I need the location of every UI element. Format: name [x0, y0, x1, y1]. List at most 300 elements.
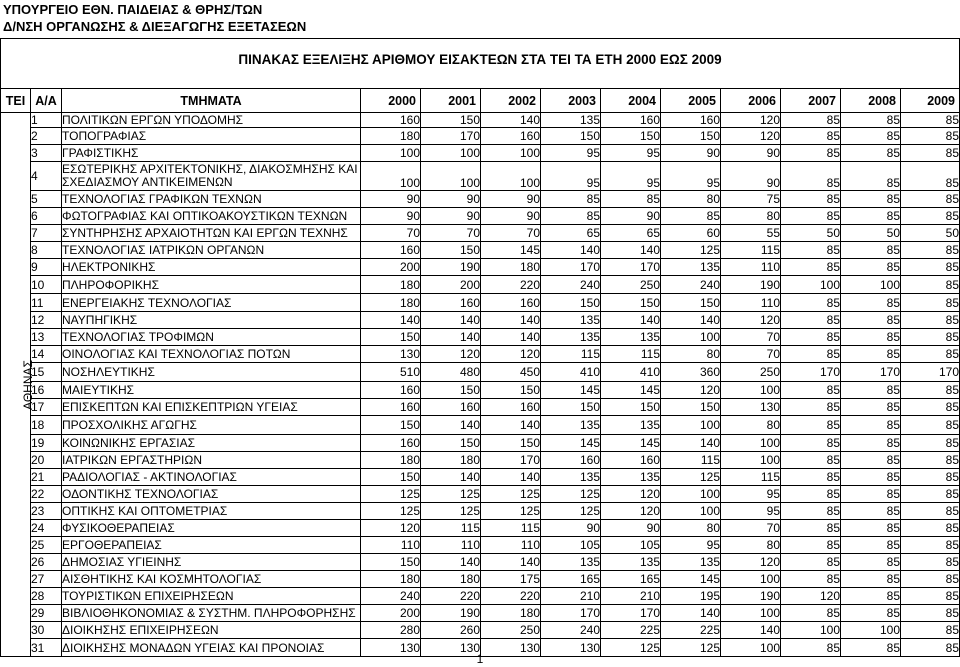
- value-cell: 100: [661, 329, 721, 346]
- department-name-cell: ΦΥΣΙΚΟΘΕΡΑΠΕΙΑΣ: [62, 520, 361, 537]
- department-name-cell: ΟΠΤΙΚΗΣ ΚΑΙ ΟΠΤΟΜΕΤΡΙΑΣ: [62, 503, 361, 520]
- value-cell: 85: [901, 554, 960, 571]
- col-header-year: 2002: [481, 89, 541, 113]
- value-cell: 160: [361, 113, 421, 128]
- value-cell: 100: [721, 382, 781, 399]
- value-cell: 85: [901, 486, 960, 503]
- table-row: [1, 242, 960, 259]
- table-row: [1, 486, 960, 503]
- row-index: 25: [31, 537, 62, 554]
- value-cell: 95: [541, 162, 601, 191]
- value-cell: 450: [481, 363, 541, 382]
- value-cell: 85: [841, 128, 901, 145]
- value-cell: 85: [781, 435, 841, 452]
- value-cell: 125: [661, 639, 721, 657]
- value-cell: 150: [481, 382, 541, 399]
- value-cell: 95: [661, 162, 721, 191]
- value-cell: 90: [721, 145, 781, 162]
- department-name-cell: ΡΑΔΙΟΛΟΓΙΑΣ - ΑΚΤΙΝΟΛΟΓΙΑΣ: [62, 469, 361, 486]
- value-cell: 150: [361, 329, 421, 346]
- value-cell: 60: [661, 225, 721, 242]
- value-cell: 160: [661, 113, 721, 128]
- value-cell: 85: [781, 162, 841, 191]
- value-cell: 85: [841, 469, 901, 486]
- value-cell: 360: [661, 363, 721, 382]
- value-cell: 125: [661, 242, 721, 259]
- row-index: 21: [31, 469, 62, 486]
- value-cell: 85: [841, 162, 901, 191]
- value-cell: 85: [841, 346, 901, 363]
- value-cell: 70: [421, 225, 481, 242]
- value-cell: 110: [721, 294, 781, 312]
- value-cell: 145: [601, 382, 661, 399]
- value-cell: 95: [601, 145, 661, 162]
- value-cell: 160: [361, 382, 421, 399]
- value-cell: 70: [481, 225, 541, 242]
- value-cell: 125: [421, 503, 481, 520]
- row-index: 7: [31, 225, 62, 242]
- value-cell: 180: [481, 259, 541, 276]
- value-cell: 85: [781, 571, 841, 588]
- value-cell: 140: [481, 113, 541, 128]
- value-cell: 65: [601, 225, 661, 242]
- value-cell: 85: [901, 537, 960, 554]
- table-row: [1, 259, 960, 276]
- value-cell: 145: [541, 382, 601, 399]
- col-header-dept: ΤΜΗΜΑΤΑ: [62, 89, 361, 113]
- department-name-cell: ΕΝΕΡΓΕΙΑΚΗΣ ΤΕΧΝΟΛΟΓΙΑΣ: [62, 294, 361, 312]
- value-cell: 125: [481, 486, 541, 503]
- value-cell: 160: [481, 128, 541, 145]
- value-cell: 85: [901, 145, 960, 162]
- value-cell: 85: [841, 435, 901, 452]
- value-cell: 170: [901, 363, 960, 382]
- value-cell: 180: [361, 128, 421, 145]
- department-name-cell: ΕΡΓΟΘΕΡΑΠΕΙΑΣ: [62, 537, 361, 554]
- row-index: 31: [31, 639, 62, 657]
- value-cell: 120: [781, 588, 841, 605]
- value-cell: 140: [481, 469, 541, 486]
- value-cell: 85: [541, 191, 601, 208]
- row-index: 11: [31, 294, 62, 312]
- value-cell: 175: [481, 571, 541, 588]
- value-cell: 110: [721, 259, 781, 276]
- value-cell: 135: [601, 329, 661, 346]
- value-cell: 135: [601, 554, 661, 571]
- value-cell: 180: [481, 605, 541, 622]
- department-name-cell: ΒΙΒΛΙΟΘΗΚΟΝΟΜΙΑΣ & ΣΥΣΤΗΜ. ΠΛΗΡΟΦΟΡΗΣΗΣ: [62, 605, 361, 622]
- value-cell: 85: [781, 128, 841, 145]
- tei-label: ΑΘΗΝΑΣ: [20, 359, 35, 410]
- value-cell: 140: [421, 312, 481, 329]
- value-cell: 50: [841, 225, 901, 242]
- department-name-line: ΣΧΕΔΙΑΣΜΟΥ ΑΝΤΙΚΕΙΜΕΝΩΝ: [62, 175, 233, 189]
- value-cell: 120: [721, 128, 781, 145]
- value-cell: 160: [481, 399, 541, 416]
- value-cell: 90: [481, 191, 541, 208]
- value-cell: 160: [421, 399, 481, 416]
- value-cell: 85: [781, 329, 841, 346]
- table-row: [1, 346, 960, 363]
- col-header-year: 2008: [841, 89, 901, 113]
- table-row: [1, 399, 960, 416]
- row-index: 20: [31, 452, 62, 469]
- table-row: [1, 469, 960, 486]
- value-cell: 85: [841, 329, 901, 346]
- value-cell: 150: [361, 554, 421, 571]
- value-cell: 410: [541, 363, 601, 382]
- department-name-cell: [62, 162, 361, 191]
- department-name-cell: ΜΑΙΕΥΤΙΚΗΣ: [62, 382, 361, 399]
- value-cell: 85: [781, 520, 841, 537]
- value-cell: 130: [361, 639, 421, 657]
- value-cell: 85: [781, 312, 841, 329]
- table-row: [1, 208, 960, 225]
- col-header-aa: Α/Α: [31, 89, 62, 113]
- value-cell: 85: [901, 128, 960, 145]
- value-cell: 70: [721, 329, 781, 346]
- value-cell: 70: [721, 346, 781, 363]
- department-name-line: ΕΣΩΤΕΡΙΚΗΣ ΑΡΧΙΤΕΚΤΟΝΙΚΗΣ, ΔΙΑΚΟΣΜΗΣΗΣ ΚΑΙ: [62, 162, 358, 176]
- value-cell: 85: [841, 416, 901, 435]
- value-cell: 260: [421, 622, 481, 639]
- value-cell: 100: [481, 162, 541, 191]
- value-cell: 150: [421, 113, 481, 128]
- row-index: 23: [31, 503, 62, 520]
- value-cell: 85: [541, 208, 601, 225]
- value-cell: 90: [361, 191, 421, 208]
- value-cell: 85: [781, 486, 841, 503]
- value-cell: 140: [601, 242, 661, 259]
- value-cell: 240: [541, 622, 601, 639]
- value-cell: 55: [721, 225, 781, 242]
- department-name-cell: ΟΔΟΝΤΙΚΗΣ ΤΕΧΝΟΛΟΓΙΑΣ: [62, 486, 361, 503]
- value-cell: 100: [721, 605, 781, 622]
- value-cell: 85: [901, 191, 960, 208]
- col-header-year: 2006: [721, 89, 781, 113]
- value-cell: 100: [721, 452, 781, 469]
- value-cell: 145: [601, 435, 661, 452]
- table-row: [1, 571, 960, 588]
- department-name-cell: ΔΗΜΟΣΙΑΣ ΥΓΙΕΙΝΗΣ: [62, 554, 361, 571]
- value-cell: 160: [361, 435, 421, 452]
- department-name: Δ/ΝΣΗ ΟΡΓΑΝΩΣΗΣ & ΔΙΕΞΑΓΩΓΗΣ ΕΞΕΤΑΣΕΩΝ: [3, 19, 307, 34]
- value-cell: 140: [481, 416, 541, 435]
- table-body: [1, 113, 960, 657]
- value-cell: 180: [421, 571, 481, 588]
- row-index: 6: [31, 208, 62, 225]
- value-cell: 200: [361, 605, 421, 622]
- table-row: [1, 605, 960, 622]
- value-cell: 130: [481, 639, 541, 657]
- value-cell: 85: [901, 276, 960, 294]
- value-cell: 100: [661, 486, 721, 503]
- value-cell: 85: [841, 399, 901, 416]
- col-header-year: 2009: [901, 89, 960, 113]
- value-cell: 125: [661, 469, 721, 486]
- value-cell: 85: [901, 605, 960, 622]
- value-cell: 85: [781, 639, 841, 657]
- row-index: 18: [31, 416, 62, 435]
- department-name-cell: ΑΙΣΘΗΤΙΚΗΣ ΚΑΙ ΚΟΣΜΗΤΟΛΟΓΙΑΣ: [62, 571, 361, 588]
- value-cell: 160: [421, 294, 481, 312]
- value-cell: 85: [781, 605, 841, 622]
- table-row: [1, 554, 960, 571]
- value-cell: 140: [661, 605, 721, 622]
- department-name-cell: ΤΕΧΝΟΛΟΓΙΑΣ ΓΡΑΦΙΚΩΝ ΤΕΧΝΩΝ: [62, 191, 361, 208]
- header-row: [1, 89, 960, 113]
- table-row: [1, 162, 960, 191]
- row-index: 26: [31, 554, 62, 571]
- value-cell: 140: [661, 312, 721, 329]
- table-row: [1, 225, 960, 242]
- value-cell: 190: [721, 276, 781, 294]
- value-cell: 85: [661, 208, 721, 225]
- value-cell: 200: [361, 259, 421, 276]
- value-cell: 140: [721, 622, 781, 639]
- value-cell: 130: [541, 639, 601, 657]
- value-cell: 85: [901, 416, 960, 435]
- value-cell: 135: [541, 312, 601, 329]
- row-index: 1: [31, 113, 62, 128]
- value-cell: 115: [421, 520, 481, 537]
- value-cell: 225: [601, 622, 661, 639]
- value-cell: 115: [481, 520, 541, 537]
- row-index: 14: [31, 346, 62, 363]
- value-cell: 85: [841, 588, 901, 605]
- value-cell: 150: [361, 469, 421, 486]
- value-cell: 150: [601, 294, 661, 312]
- value-cell: 110: [361, 537, 421, 554]
- value-cell: 200: [421, 276, 481, 294]
- value-cell: 210: [541, 588, 601, 605]
- value-cell: 90: [601, 208, 661, 225]
- value-cell: 180: [361, 452, 421, 469]
- value-cell: 50: [781, 225, 841, 242]
- value-cell: 150: [421, 242, 481, 259]
- row-index: 27: [31, 571, 62, 588]
- table-row: [1, 452, 960, 469]
- value-cell: 85: [841, 208, 901, 225]
- value-cell: 85: [781, 113, 841, 128]
- value-cell: 120: [601, 486, 661, 503]
- department-name-cell: ΝΟΣΗΛΕΥΤΙΚΗΣ: [62, 363, 361, 382]
- value-cell: 85: [901, 588, 960, 605]
- value-cell: 125: [421, 486, 481, 503]
- value-cell: 125: [601, 639, 661, 657]
- value-cell: 160: [361, 399, 421, 416]
- table-row: [1, 382, 960, 399]
- value-cell: 225: [661, 622, 721, 639]
- value-cell: 85: [841, 571, 901, 588]
- value-cell: 120: [421, 346, 481, 363]
- row-index: 16: [31, 382, 62, 399]
- value-cell: 85: [901, 382, 960, 399]
- value-cell: 140: [661, 435, 721, 452]
- value-cell: 125: [481, 503, 541, 520]
- value-cell: 85: [901, 113, 960, 128]
- value-cell: 85: [841, 242, 901, 259]
- value-cell: 160: [601, 452, 661, 469]
- value-cell: 120: [721, 113, 781, 128]
- value-cell: 115: [661, 452, 721, 469]
- row-index: 15: [31, 363, 62, 382]
- value-cell: 80: [661, 191, 721, 208]
- value-cell: 85: [901, 622, 960, 639]
- value-cell: 135: [661, 554, 721, 571]
- value-cell: 170: [481, 452, 541, 469]
- value-cell: 90: [481, 208, 541, 225]
- value-cell: 135: [541, 329, 601, 346]
- value-cell: 165: [541, 571, 601, 588]
- value-cell: 135: [661, 259, 721, 276]
- value-cell: 100: [421, 145, 481, 162]
- page-number: 1: [476, 652, 484, 666]
- value-cell: 250: [481, 622, 541, 639]
- value-cell: 80: [721, 208, 781, 225]
- tei-cell: [1, 113, 35, 657]
- table-row: [1, 191, 960, 208]
- value-cell: 160: [601, 113, 661, 128]
- value-cell: 85: [781, 503, 841, 520]
- value-cell: 140: [481, 554, 541, 571]
- value-cell: 150: [601, 128, 661, 145]
- department-name-cell: ΔΙΟΙΚΗΣΗΣ ΕΠΙΧΕΙΡΗΣΕΩΝ: [62, 622, 361, 639]
- value-cell: 140: [601, 312, 661, 329]
- value-cell: 85: [901, 312, 960, 329]
- value-cell: 85: [901, 346, 960, 363]
- col-header-year: 2003: [541, 89, 601, 113]
- department-name-cell: ΟΙΝΟΛΟΓΙΑΣ ΚΑΙ ΤΕΧΝΟΛΟΓΙΑΣ ΠΟΤΩΝ: [62, 346, 361, 363]
- department-name-cell: ΠΛΗΡΟΦΟΡΙΚΗΣ: [62, 276, 361, 294]
- value-cell: 95: [721, 486, 781, 503]
- table-row: [1, 503, 960, 520]
- department-name-cell: ΗΛΕΚΤΡΟΝΙΚΗΣ: [62, 259, 361, 276]
- value-cell: 85: [601, 191, 661, 208]
- value-cell: 100: [721, 639, 781, 657]
- department-name-cell: ΤΕΧΝΟΛΟΓΙΑΣ ΤΡΟΦΙΜΩΝ: [62, 329, 361, 346]
- value-cell: 140: [421, 416, 481, 435]
- value-cell: 145: [541, 435, 601, 452]
- value-cell: 140: [361, 312, 421, 329]
- value-cell: 130: [361, 346, 421, 363]
- value-cell: 170: [541, 259, 601, 276]
- value-cell: 100: [781, 276, 841, 294]
- value-cell: 115: [721, 469, 781, 486]
- value-cell: 115: [541, 346, 601, 363]
- value-cell: 120: [721, 312, 781, 329]
- department-name-cell: ΤΟΥΡΙΣΤΙΚΩΝ ΕΠΙΧΕΙΡΗΣΕΩΝ: [62, 588, 361, 605]
- row-index: 30: [31, 622, 62, 639]
- value-cell: 100: [661, 503, 721, 520]
- value-cell: 85: [901, 294, 960, 312]
- value-cell: 125: [541, 486, 601, 503]
- value-cell: 85: [781, 399, 841, 416]
- value-cell: 85: [781, 242, 841, 259]
- value-cell: 220: [481, 588, 541, 605]
- value-cell: 145: [481, 242, 541, 259]
- row-index: 24: [31, 520, 62, 537]
- value-cell: 280: [361, 622, 421, 639]
- value-cell: 50: [901, 225, 960, 242]
- row-index: 10: [31, 276, 62, 294]
- value-cell: 85: [901, 329, 960, 346]
- value-cell: 85: [901, 469, 960, 486]
- value-cell: 85: [841, 503, 901, 520]
- value-cell: 170: [601, 259, 661, 276]
- value-cell: 150: [421, 435, 481, 452]
- value-cell: 180: [361, 571, 421, 588]
- value-cell: 85: [781, 294, 841, 312]
- value-cell: 105: [601, 537, 661, 554]
- value-cell: 100: [781, 622, 841, 639]
- value-cell: 85: [841, 554, 901, 571]
- value-cell: 80: [721, 416, 781, 435]
- value-cell: 85: [841, 382, 901, 399]
- value-cell: 75: [721, 191, 781, 208]
- row-index: 13: [31, 329, 62, 346]
- col-header-year: 2004: [601, 89, 661, 113]
- value-cell: 85: [841, 520, 901, 537]
- value-cell: 80: [661, 346, 721, 363]
- row-index: 19: [31, 435, 62, 452]
- value-cell: 90: [721, 162, 781, 191]
- value-cell: 85: [901, 162, 960, 191]
- value-cell: 85: [901, 259, 960, 276]
- value-cell: 100: [661, 416, 721, 435]
- value-cell: 125: [361, 486, 421, 503]
- value-cell: 150: [541, 399, 601, 416]
- department-name-cell: ΤΟΠΟΓΡΑΦΙΑΣ: [62, 128, 361, 145]
- table-row: [1, 145, 960, 162]
- value-cell: 95: [601, 162, 661, 191]
- value-cell: 100: [841, 276, 901, 294]
- intake-table: [0, 88, 960, 657]
- value-cell: 90: [601, 520, 661, 537]
- col-header-year: 2001: [421, 89, 481, 113]
- col-header-year: 2000: [361, 89, 421, 113]
- value-cell: 110: [421, 537, 481, 554]
- value-cell: 85: [781, 191, 841, 208]
- value-cell: 135: [541, 416, 601, 435]
- value-cell: 85: [781, 537, 841, 554]
- value-cell: 150: [421, 382, 481, 399]
- value-cell: 85: [841, 452, 901, 469]
- value-cell: 85: [781, 554, 841, 571]
- row-index: 22: [31, 486, 62, 503]
- department-name-cell: ΠΟΛΙΤΙΚΩΝ ΕΡΓΩΝ ΥΠΟΔΟΜΗΣ: [62, 113, 361, 128]
- table-title: ΠΙΝΑΚΑΣ ΕΞΕΛΙΞΗΣ ΑΡΙΘΜΟΥ ΕΙΣΑΚΤΕΩΝ ΣΤΑ ΤΕΙ ΤΑ ΕΤΗ 2000 ΕΩΣ 2009: [238, 52, 722, 67]
- table-row: [1, 329, 960, 346]
- table-row: [1, 435, 960, 452]
- value-cell: 85: [841, 294, 901, 312]
- value-cell: 250: [601, 276, 661, 294]
- value-cell: 150: [661, 294, 721, 312]
- value-cell: 195: [661, 588, 721, 605]
- value-cell: 160: [361, 242, 421, 259]
- value-cell: 150: [661, 128, 721, 145]
- value-cell: 100: [841, 622, 901, 639]
- value-cell: 90: [541, 520, 601, 537]
- value-cell: 140: [421, 554, 481, 571]
- col-header-tei: ΤΕΙ: [1, 89, 31, 113]
- value-cell: 85: [841, 191, 901, 208]
- value-cell: 120: [661, 382, 721, 399]
- value-cell: 90: [421, 191, 481, 208]
- value-cell: 170: [781, 363, 841, 382]
- value-cell: 120: [361, 520, 421, 537]
- value-cell: 85: [781, 145, 841, 162]
